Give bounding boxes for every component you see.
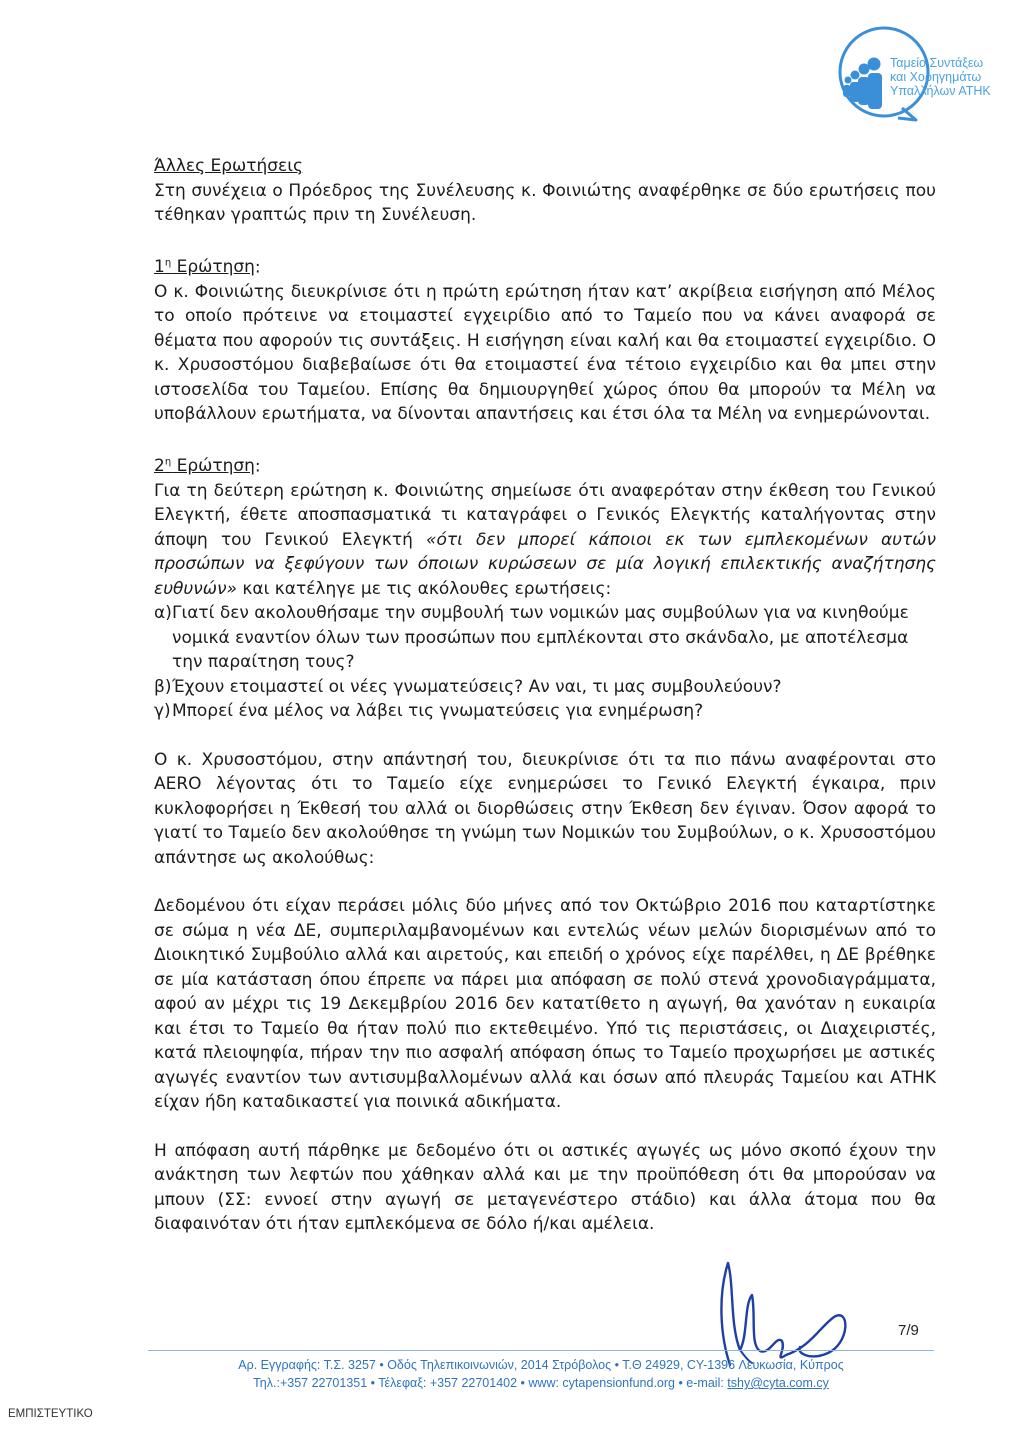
footer-email-link[interactable]: tshy@cyta.com.cy [727, 1376, 829, 1390]
question-item-b-text: Έχουν ετοιμαστεί οι νέες γνωματεύσεις? Αν ναι, τι μας συμβουλεύουν? [172, 676, 782, 697]
question-item-a-text: Γιατί δεν ακολουθήσαμε την συμβουλή των νομικών μας συμβούλων για να κινηθούμε νομικά εναντίον όλων των προσώπων που εμπλέκονται στο σκάνδαλο, με αποτέλεσμα την παραίτηση τους? [172, 603, 909, 673]
question-item-b [154, 675, 936, 700]
question-2-text-before: Για τη δεύτερη ερώτηση κ. Φοινιώτης σημείωσε ότι αναφερόταν στην έκθεση του Γενικού Ελεγκτή, έθετε αποσπασματικά τι καταγράφει ο Γενικός Ελεγκτής καταλήγοντας στην άποψη του Γενικού Ελεγκτή [154, 480, 936, 550]
fund-logo [836, 22, 1016, 132]
section-title: Άλλες Ερωτήσεις [154, 156, 303, 176]
question-2-text [154, 479, 936, 602]
footer-divider [148, 1350, 934, 1351]
question-item-c-text: Μπορεί ένα μέλος να λάβει τις γνωματεύσεις για ενημέρωση? [172, 701, 704, 722]
document-body [154, 154, 936, 1237]
answer-paragraph-1: Δεδομένου ότι είχαν περάσει μόλις δύο μήνες από τον Οκτώβριο 2016 που καταρτίστηκε σε σώμα η νέα ΔΕ, συμπεριλαμβανομένων και εντελώς νέων μελών διορισμένων από το Διοικητικό Συμβούλιο αλλά και αιρετούς, και επειδή ο χρόνος είχε παρέλθει, η ΔΕ βρέθηκε σε μία κατάσταση όπου έπρεπε να πάρει μια απόφαση σε πολύ στενά χρονοδιαγράμματα, αφού αν μέχρι τις 19 Δεκεμβρίου 2016 δεν κατατίθετο η αγωγή, θα χανόταν η ευκαιρία και έτσι το Ταμείο θα ήταν πολύ πιο εκτεθειμένο. Υπό τις περιστάσεις, οι Διαχειριστές, κατά πλειοψηφία, πήραν την πιο ασφαλή απόφαση όπως το Ταμείο προχωρήσει με αστικές αγωγές εναντίον των αντισυμβαλλομένων αλλά και όσων από πλευράς Ταμείου και ΑΤΗΚ είχαν ήδη καταδικαστεί για ποινικά αδικήματα. [154, 896, 936, 1113]
footer [148, 1356, 934, 1392]
question-item-c [154, 699, 936, 724]
page-number: 7/9 [898, 1322, 919, 1339]
question-item-b-marker: β) [154, 676, 172, 697]
confidential-label: ΕΜΠΙΣΤΕΥΤΙΚΟ [8, 1408, 93, 1420]
footer-contacts [148, 1374, 934, 1392]
logo-line-1: Ταμείο Συντάξεω [890, 56, 984, 70]
footer-address: Αρ. Εγγραφής: Τ.Σ. 3257 • Οδός Τηλεπικοινωνιών, 2014 Στρόβολος • Τ.Θ 24929, CY-1396 Λευκωσία, Κύπρος [238, 1358, 844, 1372]
question-1-number: 1 [154, 257, 165, 278]
logo-line-2: και Χορηγημάτω [890, 70, 982, 84]
fund-logo-text [890, 56, 1016, 98]
question-2-colon: : [254, 456, 261, 477]
auditor-quote: «ότι δεν μπορεί κάποιοι εκ των εμπλεκομένων αυτών προσώπων να ξεφύγουν των όποιων κυρώσεων σε μία λογική επιλεκτικής αναζήτησης ευθυνών» [154, 529, 936, 599]
question-2-text-after: και κατέληγε με τις ακόλουθες ερωτήσεις: [236, 578, 612, 599]
footer-contacts-text: Τηλ.:+357 22701351 • Τέλεφαξ: +357 22701402 • www: cytapensionfund.org • e-mail: [253, 1376, 728, 1390]
answer-paragraph-2: Η απόφαση αυτή πάρθηκε με δεδομένο ότι οι αστικές αγωγές ως μόνο σκοπό έχουν την ανάκτηση των λεφτών που χάθηκαν αλλά και με την προϋπόθεση ότι θα μπορούσαν να μπουν (ΣΣ: εννοεί στην αγωγή σε μεταγενέστερο στάδιο) και άλλα άτομα που θα διαφαινόταν ότι ήταν εμπλεκόμενα σε δόλο ή/και αμέλεια. [154, 1140, 936, 1235]
question-item-c-marker: γ) [154, 701, 171, 722]
answer-intro-paragraph: Ο κ. Χρυσοστόμου, στην απάντησή του, διευκρίνισε ότι τα πιο πάνω αναφέρονται στο AERO λέγοντας ότι το Ταμείο είχε ενημερώσει το Γενικό Ελεγκτή έγκαιρα, πριν κυκλοφορήσει η Έκθεσή του αλλά οι διορθώσεις στην Έκθεση δεν έγιναν. Όσον αφορά το γιατί το Ταμείο δεν ακολούθησε τη γνώμη των Νομικών του Συμβούλων, ο κ. Χρυσοστόμου απάντησε ως ακολούθως: [154, 749, 936, 868]
question-1-text: Ο κ. Φοινιώτης διευκρίνισε ότι η πρώτη ερώτηση ήταν κατ’ ακρίβεια εισήγηση από Μέλος το οποίο πρότεινε να ετοιμαστεί εγχειρίδιο από το Ταμείο που να κάνει αναφορά σε θέματα που αφορούν τις συντάξεις. Η εισήγηση είναι καλή και θα ετοιμαστεί εγχειρίδιο. Ο κ. Χρυσοστόμου διαβεβαίωσε ότι θα ετοιμαστεί ένα τέτοιο εγχειρίδιο και θα μπει στην ιστοσελίδα του Ταμείου. Επίσης θα δημιουργηθεί χώρος όπου θα μπορούν τα Μέλη να υποβάλλουν ερωτήματα, να δίνονται απαντήσεις και έτσι όλα τα Μέλη να ενημερώνονται. [154, 281, 936, 425]
logo-line-3: Υπαλλήλων ΑΤΗΚ [890, 84, 991, 98]
intro-paragraph: Στη συνέχεια ο Πρόεδρος της Συνέλευσης κ. Φοινιώτης αναφέρθηκε σε δύο ερωτήσεις που τέθηκαν γραπτώς πριν τη Συνέλευση. [154, 180, 936, 225]
question-1-heading [154, 252, 936, 280]
question-2-number: 2 [154, 456, 165, 477]
question-1-colon: : [254, 257, 261, 278]
question-2-label: Ερώτηση [171, 456, 255, 477]
question-item-a-marker: α) [154, 603, 172, 624]
question-2-ordinal: η [164, 456, 172, 468]
question-1-label: Ερώτηση [171, 257, 255, 278]
question-1-ordinal: η [164, 257, 172, 269]
question-2-heading [154, 451, 936, 479]
question-item-a [154, 601, 936, 675]
